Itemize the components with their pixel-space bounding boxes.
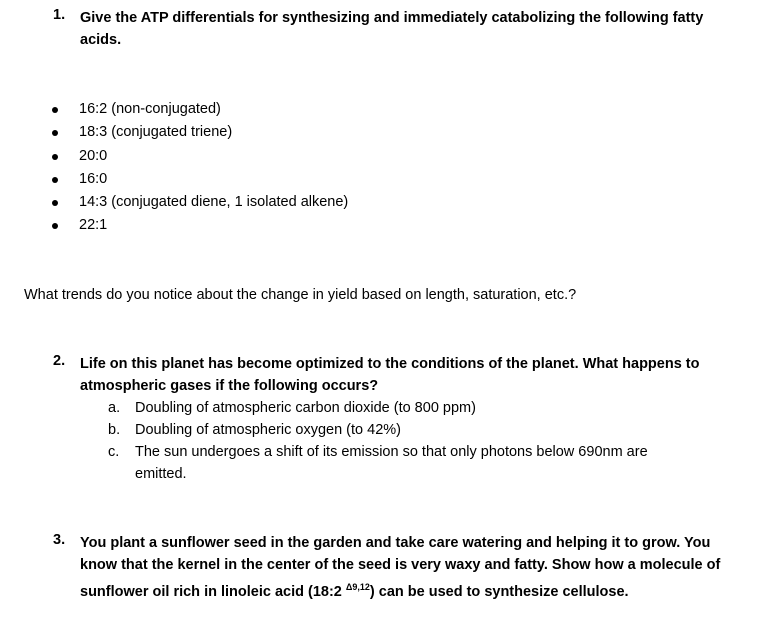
list-item: a. Doubling of atmospheric carbon dioxide (to 800 ppm) (108, 400, 476, 416)
bullet-icon (52, 223, 58, 229)
trends-question: What trends do you notice about the change in yield based on length, saturation, etc.? (24, 287, 577, 303)
list-item: 16:0 (48, 168, 348, 191)
list-item: c. The sun undergoes a shift of its emission so that only photons below 690nm are emitted. (108, 444, 648, 482)
atmospheric-sublist (108, 397, 695, 485)
delta-superscript: Δ9,12 (345, 582, 370, 592)
list-item: 18:3 (conjugated triene) (48, 121, 348, 144)
question-1-text: Give the ATP differentials for synthesizing and immediately catabolizing the following fatty acids. (80, 10, 704, 48)
bullet-icon (52, 107, 58, 113)
list-item: 16:2 (non-conjugated) (48, 98, 348, 121)
question-2-text: Life on this planet has become optimized to the conditions of the planet. What happens to atmospheric gases if the following occurs? (80, 356, 700, 394)
fatty-acid-list (48, 98, 348, 238)
question-2-number: 2. (53, 353, 66, 369)
bullet-icon (52, 154, 58, 160)
question-3-number: 3. (53, 532, 66, 548)
question-1-number: 1. (53, 7, 66, 23)
question-3-text: You plant a sunflower seed in the garden and take care watering and helping it to grow. You know that the kernel in the center of the seed is very waxy and fatty. Show how a molecule of sunflower oil rich in linoleic acid (18:2 $^{\Delta 9,12}$) can be used to synthesize cellulose. (80, 535, 721, 600)
list-item: 22:1 (48, 214, 348, 237)
list-item: 14:3 (conjugated diene, 1 isolated alkene) (48, 191, 348, 214)
list-item: b. Doubling of atmospheric oxygen (to 42%) (108, 422, 401, 438)
bullet-icon (52, 130, 58, 136)
bullet-icon (52, 177, 58, 183)
bullet-icon (52, 200, 58, 206)
list-item: 20:0 (48, 145, 348, 168)
